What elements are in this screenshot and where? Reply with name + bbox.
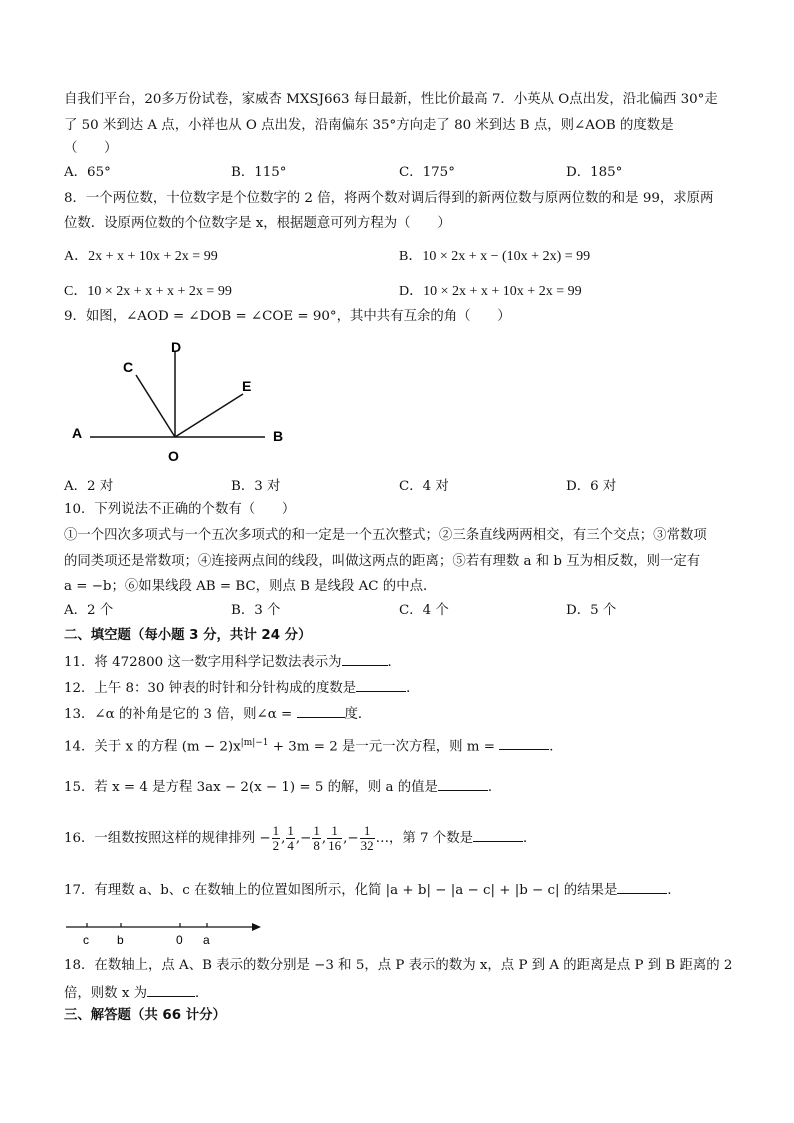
q16-frac3-den: 8 bbox=[313, 838, 320, 853]
q18-end: ． bbox=[195, 986, 209, 1001]
q17-number-line bbox=[62, 918, 267, 948]
label-c: C bbox=[123, 359, 134, 375]
q8-line1: 8．一个两位数，十位数字是个位数字的 2 倍，将两个数对调后得到的新两位数与原两位数的和是 99，求原两 bbox=[64, 191, 714, 206]
q16-fraction-1 bbox=[272, 824, 281, 853]
q16-sign-5: − bbox=[347, 831, 359, 846]
q17 bbox=[64, 879, 681, 901]
q9-stem: 9．如图，∠AOD = ∠DOB = ∠COE = 90°，其中共有互余的角（ ） bbox=[64, 309, 511, 324]
q16-fraction-3 bbox=[312, 824, 321, 853]
axis-label-a: a bbox=[203, 933, 210, 947]
q14-text: 14．关于 x 的方程 (m − 2)x bbox=[64, 739, 241, 755]
q12-text: 12．上午 8：30 钟表的时针和分针构成的度数是 bbox=[64, 681, 357, 696]
q12-answer-blank[interactable] bbox=[356, 677, 406, 692]
q16-frac1-num: 1 bbox=[272, 823, 280, 838]
q10-stem: 10．下列说法不正确的个数有（ ） bbox=[64, 502, 296, 517]
q11-end: ． bbox=[387, 655, 401, 670]
q16-fraction-4 bbox=[327, 824, 342, 853]
q14-exponent: |m|−1 bbox=[240, 738, 269, 748]
q15 bbox=[64, 776, 501, 798]
q16-frac3-num: 1 bbox=[313, 823, 320, 838]
q14 bbox=[64, 733, 563, 757]
q14-answer-blank[interactable] bbox=[499, 735, 549, 750]
axis-label-zero: 0 bbox=[176, 933, 183, 947]
q10-option-c: C．4 个 bbox=[399, 603, 449, 618]
q15-text: 15．若 x = 4 是方程 3ax − 2(x − 1) = 5 的解，则 a 的值是 bbox=[64, 780, 438, 795]
q10-option-b: B．3 个 bbox=[231, 603, 281, 618]
q7-option-d: D．185° bbox=[566, 165, 623, 180]
q16: 16．一组数按照这样的规律排列 − $\frac{1}{2}$ , $\frac{1}{4}$ ,− $\frac{1}{8}$ , $\frac{1}{16}$ ,− $\frac{1}{32}$ …，第 7 个数是 ． bbox=[64, 823, 537, 853]
q16-frac2-den: 4 bbox=[287, 838, 294, 853]
q9-option-c: C．4 对 bbox=[399, 479, 449, 494]
q17-answer-blank[interactable] bbox=[617, 879, 667, 894]
label-b: B bbox=[273, 428, 284, 444]
q12-end: ． bbox=[406, 681, 420, 696]
q14-end: ． bbox=[549, 739, 563, 755]
q7-option-c: C．175° bbox=[399, 165, 455, 180]
q8-option-c: C．10 × 2x + x + x + 2x = 99 bbox=[64, 284, 232, 299]
q13-end: 度． bbox=[344, 707, 372, 722]
q17-text: 17．有理数 a、b、c 在数轴上的位置如图所示，化简 |a + b| − |a − c| + |b − c| 的结果是 bbox=[64, 883, 618, 898]
q18-answer-blank[interactable] bbox=[147, 982, 195, 997]
section2-heading: 二、填空题（每小题 3 分，共计 24 分） bbox=[64, 628, 312, 643]
q12 bbox=[64, 677, 420, 699]
q15-end: ． bbox=[487, 780, 502, 795]
q10-line2: 的同类项还是常数项；④连接两点间的线段，叫做这两点的距离；⑤若有理数 a 和 b 互为相反数，则一定有 bbox=[64, 554, 701, 569]
q11-text: 11．将 472800 这一数字用科学记数法表示为 bbox=[64, 655, 342, 670]
label-e: E bbox=[242, 378, 252, 394]
q9-option-d: D．6 对 bbox=[566, 479, 617, 494]
axis-label-c: c bbox=[83, 933, 89, 947]
section3-heading: 三、解答题（共 66 计分） bbox=[64, 1008, 226, 1023]
q8-line2: 位数．设原两位数的个位数字是 x，根据题意可列方程为（ ） bbox=[64, 216, 451, 231]
q10-option-a: A．2 个 bbox=[64, 603, 114, 618]
q9-option-b: B．3 对 bbox=[231, 479, 281, 494]
q14-mid: + 3m = 2 是一元一次方程，则 m = bbox=[268, 739, 495, 755]
q7-line3: （ ） bbox=[64, 141, 118, 156]
q17-end: ． bbox=[667, 883, 681, 898]
q16-frac4-den: 16 bbox=[328, 838, 342, 853]
q8-option-b: B．10 × 2x + x − (10x + 2x) = 99 bbox=[399, 249, 591, 264]
label-a: A bbox=[72, 425, 83, 441]
q16-fraction-5 bbox=[360, 824, 375, 853]
q16-sign-3: − bbox=[300, 831, 312, 846]
axis-label-b: b bbox=[117, 933, 124, 947]
q16-frac5-den: 32 bbox=[360, 838, 374, 853]
q15-answer-blank[interactable] bbox=[438, 776, 488, 791]
ray-oc bbox=[136, 375, 175, 437]
label-d: D bbox=[171, 339, 182, 355]
q9-angle-figure bbox=[60, 330, 300, 465]
q18-line2 bbox=[64, 982, 208, 1004]
q16-end: ． bbox=[523, 831, 537, 846]
q11-answer-blank[interactable] bbox=[342, 651, 388, 666]
q16-tail: …，第 7 个数是 bbox=[375, 831, 474, 846]
axis-arrow bbox=[252, 923, 261, 931]
q13-text: 13．∠α 的补角是它的 3 倍，则∠α = bbox=[64, 707, 293, 722]
q7-line1: 自我们平台，20多万份试卷，家威杏 MXSJ663 每日最新，性比价最高 7．小英从 O点出发，沿北偏西 30°走 bbox=[64, 92, 718, 107]
q11 bbox=[64, 651, 401, 673]
q10-option-d: D．5 个 bbox=[566, 603, 617, 618]
q16-answer-blank[interactable] bbox=[473, 827, 523, 842]
q13-answer-blank[interactable] bbox=[297, 703, 345, 718]
ray-oe bbox=[175, 394, 243, 437]
q16-fraction-2 bbox=[286, 824, 295, 853]
q10-line3: a = −b；⑥如果线段 AB = BC，则点 B 是线段 AC 的中点． bbox=[64, 579, 437, 594]
q16-frac2-num: 1 bbox=[287, 823, 294, 838]
q7-option-a: A．65° bbox=[64, 165, 111, 180]
q18-line1: 18．在数轴上，点 A、B 表示的数分别是 −3 和 5，点 P 表示的数为 x，点 P 到 A 的距离是点 P 到 B 距离的 2 bbox=[64, 958, 733, 973]
q7-line2: 了 50 米到达 A 点，小祥也从 O 点出发，沿南偏东 35°方向走了 80 米到达 B 点，则∠AOB 的度数是 bbox=[64, 118, 674, 133]
q16-frac4-num: 1 bbox=[327, 824, 342, 839]
q10-line1: ①一个四次多项式与一个五次多项式的和一定是一个五次整式；②三条直线两两相交，有三个交点；③常数项 bbox=[64, 528, 707, 543]
q16-frac5-num: 1 bbox=[360, 824, 375, 839]
q9-option-a: A．2 对 bbox=[64, 479, 114, 494]
q16-frac1-den: 2 bbox=[272, 838, 280, 853]
q8-option-a: A．2x + x + 10x + 2x = 99 bbox=[64, 249, 218, 264]
q8-option-d: D．10 × 2x + x + 10x + 2x = 99 bbox=[399, 284, 582, 299]
q16-text: 16．一组数按照这样的规律排列 − bbox=[64, 831, 271, 846]
label-o: O bbox=[168, 448, 179, 464]
q13 bbox=[64, 703, 371, 725]
q18-text: 倍，则数 x 为 bbox=[64, 986, 148, 1001]
q7-option-b: B．115° bbox=[231, 165, 287, 180]
